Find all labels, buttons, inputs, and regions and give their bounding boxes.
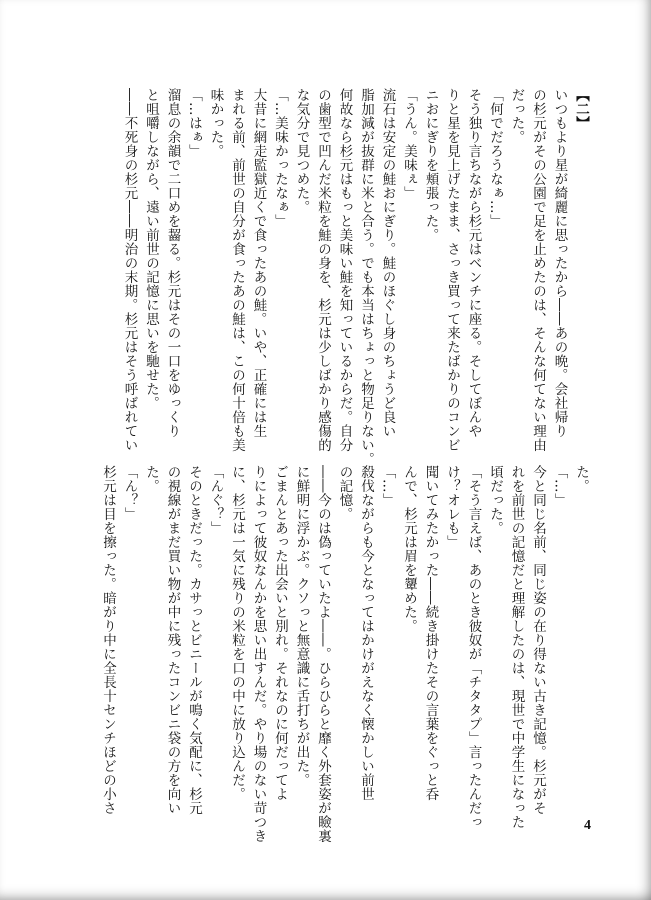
- text-block-bottom: [100, 465, 591, 843]
- text-line: んで、杉元は眉を顰めた。: [401, 465, 417, 633]
- text-line: だった。: [508, 88, 525, 144]
- text-line: 頃だった。: [487, 465, 503, 535]
- text-line: 「…」: [551, 465, 568, 507]
- text-line: の記憶。: [336, 465, 353, 521]
- text-line: 脂加減が抜群に米と合う。でも本当はちょっと物足りない。: [358, 88, 374, 466]
- page-number: 4: [584, 818, 591, 833]
- text-line: 「…はぁ」: [186, 88, 202, 158]
- text-line: いつもより星が綺麗に思ったから――あの晩。会社帰り: [551, 88, 568, 438]
- text-line: ニおにぎりを頬張った。: [422, 88, 439, 242]
- text-block-top: [111, 88, 591, 466]
- text-line: た。: [573, 465, 589, 493]
- text-line: 聞いてみたかった――続き掛けたその言葉をぐっと呑: [422, 465, 439, 801]
- text-line: の歯型で凹んだ米粒を鮭の身を、杉元は少しばかり感傷的: [315, 88, 331, 452]
- text-line: 大昔に網走監獄近くで食ったあの鮭。いや、正確には生: [250, 88, 267, 438]
- text-line: け？オレも」: [444, 465, 460, 549]
- text-line: 「んぐ？」: [207, 465, 224, 535]
- text-line: まれる前、前世の自分が食ったあの鮭は、この何十倍も美: [229, 88, 245, 452]
- text-line: 何故なら杉元はもっと美味い鮭を知っているからだ。自分: [336, 88, 353, 452]
- text-line: に、杉元は一気に残りの米粒を口の中に放り込んだ。: [229, 465, 245, 801]
- text-line: の視線がまだ買い物が中に残ったコンビニ袋の方を向い: [164, 465, 181, 815]
- text-line: 杉元は目を擦った。暗がり中に全長十センチほどの小さ: [100, 465, 116, 815]
- text-line: りによって彼奴なんかを思い出すんだ。やり場のない苛つき: [250, 465, 267, 843]
- text-line: 「そう言えば、あのとき彼奴が「チタタプ」言ったんだっ: [465, 465, 482, 829]
- text-line: 「…美味かったなぁ」: [272, 88, 288, 228]
- text-line: な気分で見つめた。: [293, 88, 310, 214]
- text-line: 「…」: [379, 465, 396, 507]
- text-line: た。: [143, 465, 159, 493]
- text-line: そのときだった。カサっとビニールが鳴く気配に、杉元: [186, 465, 202, 815]
- text-line: りと星を見上げたまま、さっき買って来たばかりのコンビ: [444, 88, 460, 452]
- text-line: そう独り言ちながら杉元はベンチに座る。そしてぼんや: [465, 88, 482, 438]
- text-line: ――不死身の杉元――明治の末期。杉元はそう呼ばれてい: [121, 88, 138, 452]
- text-line: 溜息の余韻で二口めを齧る。杉元はその一口をゆっくり: [164, 88, 181, 438]
- text-line: 殺伐ながらも今となってはかけがえなく懐かしい前世: [358, 465, 374, 801]
- text-line: 今と同じ名前、同じ姿の在り得ない古き記憶。杉元がそ: [530, 465, 546, 815]
- text-line: 「うん。美味ぇ」: [401, 88, 417, 200]
- text-line: ――今のは偽っていたよ――。ひらひらと靡く外套姿が瞼裏: [315, 465, 331, 843]
- text-line: 「何でだろうなぁ…」: [487, 88, 503, 228]
- text-line: 流石は安定の鮭おにぎり。鮭のほぐし身のちょうど良い: [379, 88, 396, 438]
- text-line: の杉元がその公園で足を止めたのは、そんな何てない理由: [530, 88, 546, 452]
- text-line: れを前世の記憶だと理解したのは、現世で中学生になった: [508, 465, 525, 829]
- chapter-heading: 【二】: [573, 88, 589, 130]
- text-line: 味かった。: [207, 88, 224, 158]
- text-line: ごまんとあった出会いと別れ。それなのに何だってよ: [272, 465, 288, 801]
- text-line: 「ん？」: [121, 465, 138, 521]
- text-line: と咀嚼しながら、遠い前世の記憶に思いを馳せた。: [143, 88, 159, 410]
- text-line: に鮮明に浮かぶ。クソっと無意識に舌打ちが出た。: [293, 465, 310, 787]
